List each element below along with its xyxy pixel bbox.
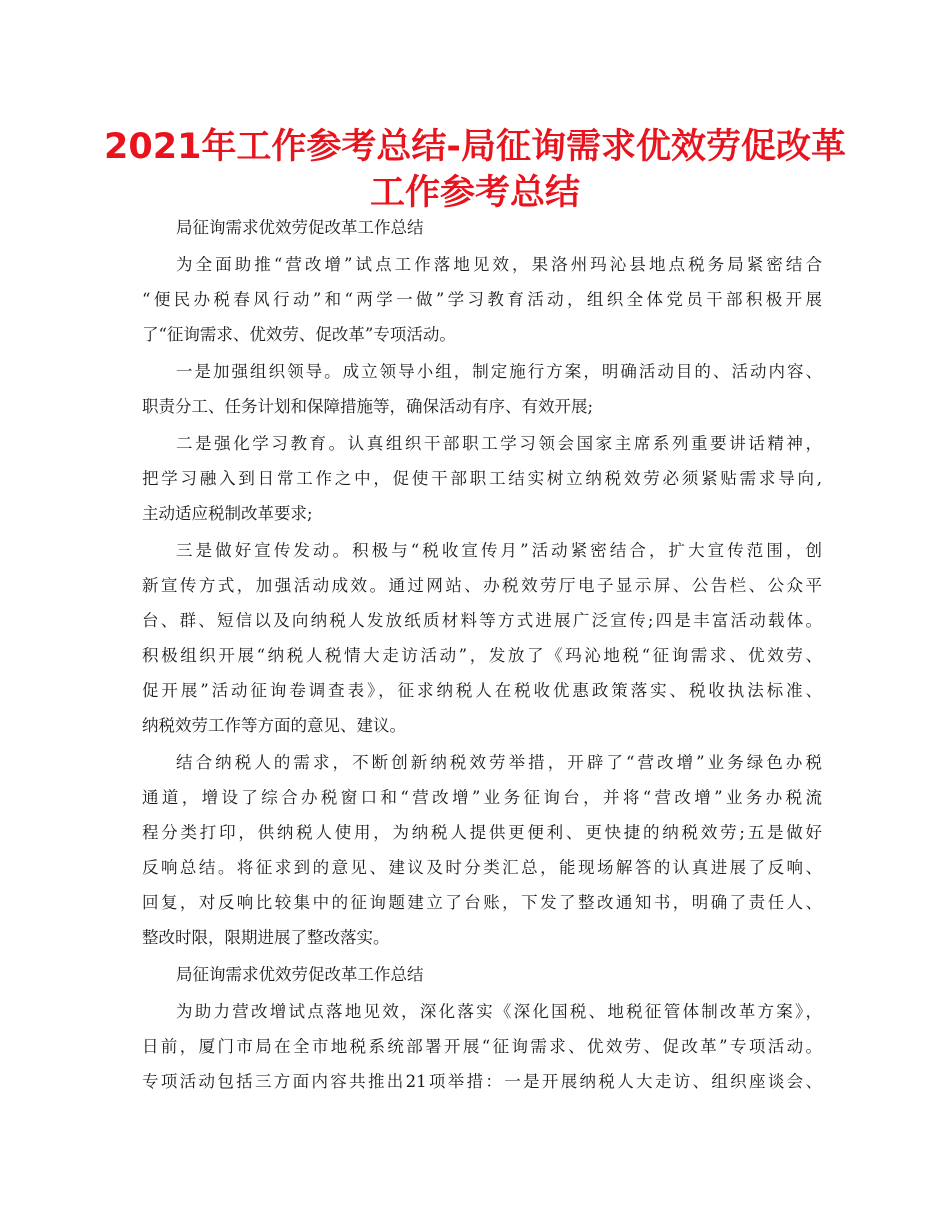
body-line: 为助力营改增试点落地见效，深化落实《深化国税、地税征管体制改革方案》，	[176, 1002, 822, 1021]
document-title-line-2: 工作参考总结	[369, 173, 580, 213]
body-line: 反响总结。将征求到的意见、建议及时分类汇总，能现场解答的认真进展了反响、	[142, 858, 822, 877]
body-line: 了“征询需求、优效劳、促改革”专项活动。	[142, 325, 456, 344]
body-line: 专项活动包括三方面内容共推出21项举措：一是开展纳税人大走访、组织座谈会、	[142, 1072, 822, 1091]
body-line: 台、群、短信以及向纳税人发放纸质材料等方式进展广泛宣传;四是丰富活动载体。	[142, 611, 822, 630]
body-line: 把学习融入到日常工作之中，促使干部职工结实树立纳税效劳必须紧贴需求导向,	[142, 469, 822, 488]
body-line: 新宣传方式，加强活动成效。通过网站、办税效劳厅电子显示屏、公告栏、公众平	[142, 576, 822, 595]
body-line: 主动适应税制改革要求;	[142, 504, 313, 523]
body-line: 结合纳税人的需求，不断创新纳税效劳举措，开辟了“营改增”业务绿色办税	[176, 753, 822, 772]
body-line: 为全面助推“营改增”试点工作落地见效，果洛州玛沁县地点税务局紧密结合	[176, 255, 822, 274]
body-line: 通道，增设了综合办税窗口和“营改增”业务征询台，并将“营改增”业务办税流	[142, 788, 822, 807]
body-line: 回复，对反响比较集中的征询题建立了台账，下发了整改通知书，明确了责任人、	[142, 893, 822, 912]
section-heading: 局征询需求优效劳促改革工作总结	[176, 218, 424, 237]
body-line: 积极组织开展“纳税人税情大走访活动”，发放了《玛沁地税“征询需求、优效劳、	[142, 646, 822, 665]
body-line: 程分类打印，供纳税人使用，为纳税人提供更便利、更快捷的纳税效劳;五是做好	[142, 823, 822, 842]
body-line: 日前，厦门市局在全市地税系统部署开展“征询需求、优效劳、促改革”专项活动。	[142, 1037, 822, 1056]
body-line: 整改时限，限期进展了整改落实。	[142, 928, 390, 947]
body-line: 纳税效劳工作等方面的意见、建议。	[142, 716, 406, 735]
document-title-line-1: 2021年工作参考总结-局征询需求优效劳促改革	[104, 127, 846, 167]
section-heading: 局征询需求优效劳促改革工作总结	[176, 965, 424, 984]
body-line: 一是加强组织领导。成立领导小组，制定施行方案，明确活动目的、活动内容、	[176, 362, 822, 381]
body-line: 二是强化学习教育。认真组织干部职工学习领会国家主席系列重要讲话精神，	[176, 434, 822, 453]
body-line: “便民办税春风行动”和“两学一做”学习教育活动，组织全体党员干部积极开展	[142, 290, 822, 309]
body-line: 促开展”活动征询卷调查表》，征求纳税人在税收优惠政策落实、税收执法标准、	[142, 681, 822, 700]
body-line: 三是做好宣传发动。积极与“税收宣传月”活动紧密结合，扩大宣传范围，创	[176, 541, 822, 560]
body-line: 职责分工、任务计划和保障措施等，确保活动有序、有效开展;	[142, 397, 594, 416]
